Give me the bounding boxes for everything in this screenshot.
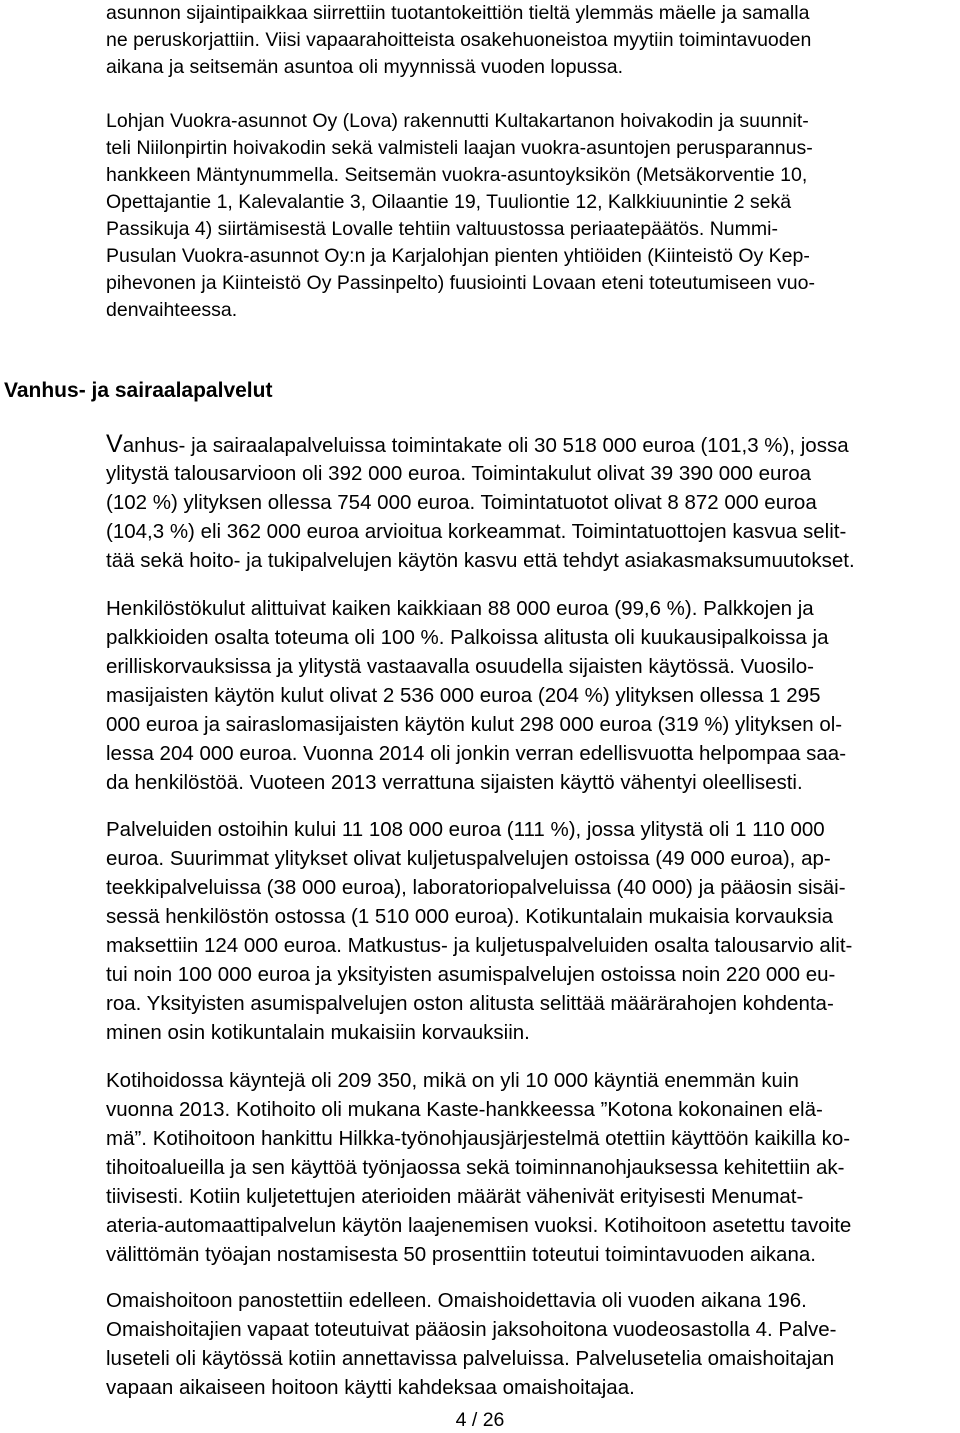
text-line (106, 430, 954, 459)
text-line: (104,3 %) eli 362 000 euroa arvioitua korkeammat. Toimintatuottojen kasvua selit- (106, 520, 847, 543)
text-line: vapaan aikaiseen hoitoon käytti kahdeksaa omaishoitajaa. (106, 1376, 635, 1399)
text-line: Palveluiden ostoihin kului 11 108 000 euroa (111 %), jossa ylitystä oli 1 110 000 (106, 818, 825, 841)
section-heading: Vanhus- ja sairaalapalvelut (4, 379, 273, 402)
text-line: tui noin 100 000 euroa ja yksityisten asumispalvelujen ostoissa noin 220 000 eu- (106, 963, 836, 986)
text-line: ne peruskorjattiin. Viisi vapaarahoitteista osakehuoneistoa myytiin toimintavuoden (106, 29, 812, 51)
paragraph-housing-sales (106, 0, 954, 81)
paragraph-home-care (106, 1066, 954, 1269)
text-line: teli Niilonpirtin hoivakodin sekä valmisteli laajan vuokra-asuntojen perusparannus- (106, 137, 813, 159)
text-line: roa. Yksityisten asumispalvelujen oston alitusta selittää määrärahojen kohdenta- (106, 992, 834, 1015)
paragraph-lova (106, 108, 954, 324)
text-line: Omaishoitajien vapaat toteutuivat pääosin jaksohoitona vuodeosastolla 4. Palve- (106, 1318, 837, 1341)
text-line: aikana ja seitsemän asuntoa oli myynnissä vuoden lopussa. (106, 56, 624, 78)
text-line: da henkilöstöä. Vuoteen 2013 verrattuna sijaisten käyttö vähentyi oleellisesti. (106, 771, 803, 794)
text-line: Passikuja 4) siirtämisestä Lovalle tehtiin valtuustossa periaatepäätös. Nummi- (106, 218, 778, 240)
text-line: pihevonen ja Kiinteistö Oy Passinpelto) fuusiointi Lovaan eteni toteutumiseen vuo- (106, 272, 815, 294)
text-line: välittömän työajan nostamisesta 50 prosenttiin toteutui toimintavuoden aikana. (106, 1243, 816, 1266)
text-line: Opettajantie 1, Kalevalantie 3, Oilaantie 19, Tuuliontie 12, Kalkkiuunintie 2 sekä (106, 191, 792, 213)
text-line: masijaisten käytön kulut olivat 2 536 000 euroa (204 %) ylityksen ollessa 1 295 (106, 684, 821, 707)
text-fragment: anhus- ja sairaalapalveluissa toimintakate oli 30 518 000 euroa (101,3 %), jossa (122, 434, 849, 457)
text-line: vuonna 2013. Kotihoito oli mukana Kaste-hankkeessa ”Kotona kokonainen elä- (106, 1098, 823, 1121)
text-line: palkkioiden osalta toteuma oli 100 %. Palkoissa alitusta oli kuukausipalkoissa ja (106, 626, 829, 649)
text-line: tää sekä hoito- ja tukipalvelujen käytön kasvu että tehdyt asiakasmaksumuutokset. (106, 549, 855, 572)
paragraph-operating-margin (106, 430, 954, 575)
paragraph-service-purchases (106, 815, 954, 1047)
text-line: asunnon sijaintipaikkaa siirrettiin tuotantokeittiön tieltä ylemmäs mäelle ja samalla (106, 2, 810, 24)
text-line: Pusulan Vuokra-asunnot Oy:n ja Karjalohjan pienten yhtiöiden (Kiinteistö Oy Kep- (106, 245, 810, 267)
text-line: luseteli oli käytössä kotiin annettavissa palveluissa. Palvelusetelia omaishoitajan (106, 1347, 835, 1370)
text-line: euroa. Suurimmat ylitykset olivat kuljetuspalvelujen ostoissa (49 000 euroa), ap- (106, 847, 831, 870)
text-line: mä”. Kotihoitoon hankittu Hilkka-työnohjausjärjestelmä otettiin käyttöön kaikilla ko- (106, 1127, 851, 1150)
text-line: erilliskorvauksissa ja ylitystä vastaavalla osuudella sijaisten käytössä. Vuosilo- (106, 655, 814, 678)
text-line: Henkilöstökulut alittuivat kaiken kaikkiaan 88 000 euroa (99,6 %). Palkkojen ja (106, 597, 814, 620)
text-line: minen osin kotikuntalain mukaisiin korvauksiin. (106, 1021, 530, 1044)
text-line: maksettiin 124 000 euroa. Matkustus- ja kuljetuspalveluiden osalta talousarvio alit- (106, 934, 853, 957)
paragraph-family-care (106, 1286, 954, 1402)
text-line: teekkipalveluissa (38 000 euroa), laboratoriopalveluissa (40 000) ja pääosin sisäi- (106, 876, 846, 899)
text-line: 000 euroa ja sairaslomasijaisten käytön kulut 298 000 euroa (319 %) ylityksen ol- (106, 713, 843, 736)
text-line: tiivisesti. Kotiin kuljetettujen aterioiden määrät vähenivät erityisesti Menumat- (106, 1185, 804, 1208)
text-line: ateria-automaattipalvelun käytön laajenemisen vuoksi. Kotihoitoon asetettu tavoite (106, 1214, 852, 1237)
page-number: 4 / 26 (455, 1409, 505, 1431)
text-line: Lohjan Vuokra-asunnot Oy (Lova) rakennutti Kultakartanon hoivakodin ja suunnit- (106, 110, 809, 132)
text-line: (102 %) ylityksen ollessa 754 000 euroa. Toimintatuotot olivat 8 872 000 euroa (106, 491, 817, 514)
text-line: denvaihteessa. (106, 299, 238, 321)
paragraph-personnel-costs (106, 594, 954, 797)
text-line: Kotihoidossa käyntejä oli 209 350, mikä on yli 10 000 käyntiä enemmän kuin (106, 1069, 799, 1092)
text-line: lessa 204 000 euroa. Vuonna 2014 oli jonkin verran edellisvuotta helpompaa saa- (106, 742, 847, 765)
text-line: hankkeen Mäntynummella. Seitsemän vuokra-asuntoyksikön (Metsäkorventie 10, (106, 164, 808, 186)
text-line: ylitystä talousarvioon oli 392 000 euroa. Toimintakulut olivat 39 390 000 euroa (106, 462, 812, 485)
text-line: sessä henkilöstön ostossa (1 510 000 euroa). Kotikuntalain mukaisia korvauksia (106, 905, 834, 928)
text-line: Omaishoitoon panostettiin edelleen. Omaishoidettavia oli vuoden aikana 196. (106, 1289, 807, 1312)
drop-letter: V (106, 430, 123, 458)
text-line: tihoitoalueilla ja sen käyttöä työnjaossa sekä toiminnanohjauksessa kehitettiin ak- (106, 1156, 845, 1179)
